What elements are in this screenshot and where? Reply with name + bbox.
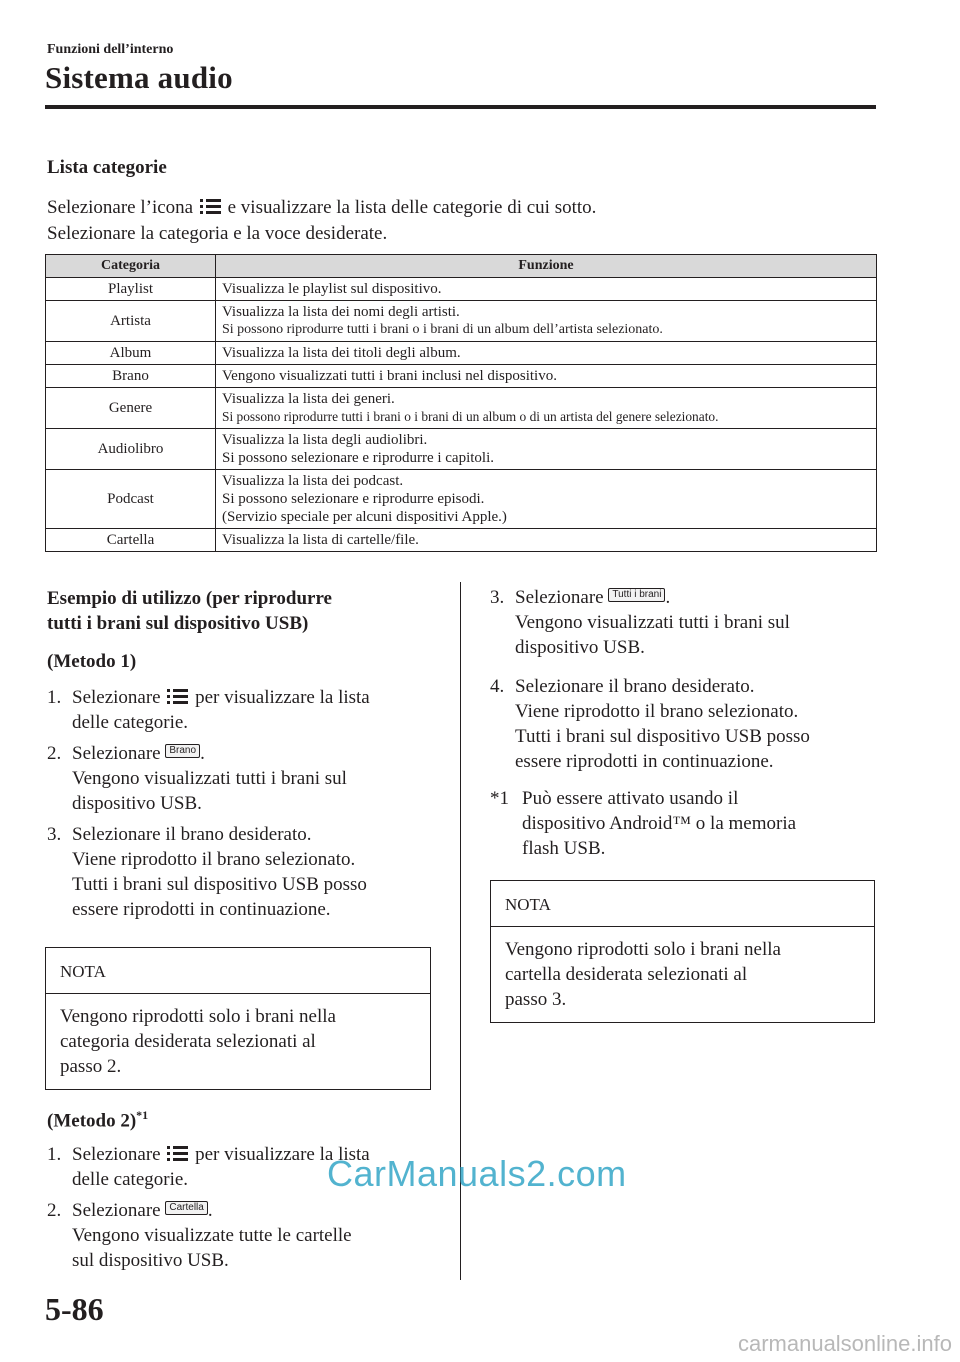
function-cell: Visualizza la lista dei generi. Si possono riprodurre tutti i brani o i brani di un album o di un artista del genere selezionato. [216,388,877,429]
function-cell: Vengono visualizzati tutti i brani inclusi nel dispositivo. [216,365,877,388]
method-2-step-1: 1. Selezionare per visualizzare la lista delle categorie. [47,1144,370,1191]
method-2-title: (Metodo 2)$^{*1}$ [47,1108,149,1132]
list-icon [167,688,188,705]
category-cell: Cartella [46,529,216,552]
category-cell: Album [46,342,216,365]
table-row [46,301,877,342]
header-rule [45,105,876,109]
category-table [45,254,877,552]
table-row [46,429,877,470]
category-cell: Playlist [46,278,216,301]
list-icon [167,1145,188,1162]
table-row [46,529,877,552]
tutti-i-brani-button: Tutti i brani [608,588,665,602]
section-label: Funzioni dell’interno [47,42,174,57]
category-cell: Genere [46,388,216,429]
cartella-button: Cartella [165,1201,207,1215]
watermark: CarManuals2.com [327,1153,627,1194]
function-cell: Visualizza la lista di cartelle/file. [216,529,877,552]
table-header-row [46,255,877,278]
right-column [490,585,880,861]
nota-box-1 [45,947,431,1090]
category-cell: Artista [46,301,216,342]
nota-heading: NOTA [46,948,430,994]
nota-box-2 [490,880,875,1023]
footer-watermark: carmanualsonline.info [737,1331,952,1356]
table-row [46,365,877,388]
function-cell: Visualizza la lista dei nomi degli artisti. Si possono riprodurre tutti i brani o i brani di un album dell’artista selezionato. [216,301,877,342]
method-2-step-2: 2. Selezionare Cartella . Vengono visualizzate tutte le cartelle sul dispositivo USB. [47,1200,352,1272]
list-icon [200,198,221,215]
function-cell: Visualizza la lista degli audiolibri. Si possono selezionare e riprodurre i capitoli. [216,429,877,470]
table-row [46,342,877,365]
intro-line-1: Selezionare l’icona e visualizzare la lista delle categorie di cui sotto. [47,197,597,218]
category-cell: Podcast [46,470,216,529]
method-1-step-3: 3. Selezionare il brano desiderato. Viene riprodotto il brano selezionato. Tutti i brani sul dispositivo USB posso essere riprodotti in continuazione. [47,824,367,920]
nota-body: Vengono riprodotti solo i brani nella cartella desiderata selezionati al passo 3. [505,939,781,1010]
header-categoria: Categoria [46,255,216,278]
nota-heading: NOTA [491,881,874,927]
page-title: Sistema audio [45,60,233,95]
intro-line-2: Selezionare la categoria e la voce desiderate. [47,223,388,244]
method-1-step-1: 1. Selezionare per visualizzare la lista delle categorie. [47,687,370,733]
example-title-line-2: tutti i brani sul dispositivo USB) [47,613,309,634]
method-1-step-2: 2. Selezionare Brano . Vengono visualizzati tutti i brani sul dispositivo USB. [47,743,347,814]
category-list-title: Lista categorie [47,157,167,178]
category-cell: Audiolibro [46,429,216,470]
method-2-step-3: 3. Selezionare Tutti i brani . Vengono visualizzati tutti i brani sul dispositivo USB. [490,587,790,658]
left-column [47,586,432,922]
nota-body: Vengono riprodotti solo i brani nella categoria desiderata selezionati al passo 2. [60,1006,336,1077]
function-cell: Visualizza la lista dei titoli degli album. [216,342,877,365]
brano-button: Brano [165,744,200,758]
table-row [46,388,877,429]
function-cell: Visualizza la lista dei podcast. Si possono selezionare e riprodurre episodi. (Servizio speciale per alcuni dispositivi Apple.) [216,470,877,529]
function-cell: Visualizza le playlist sul dispositivo. [216,278,877,301]
header-funzione: Funzione [216,255,877,278]
example-title-line-1: Esempio di utilizzo (per riprodurre [47,588,332,609]
method-2-step-4: 4. Selezionare il brano desiderato. Viene riprodotto il brano selezionato. Tutti i brani sul dispositivo USB posso essere riprodotti in continuazione. [490,676,810,772]
table-row [46,470,877,529]
table-row [46,278,877,301]
footnote: *1 Può essere attivato usando il dispositivo Android™ o la memoria flash USB. [490,788,797,859]
page-number: 5-86 [45,1291,104,1327]
method-1-title: (Metodo 1) [47,651,137,672]
category-cell: Brano [46,365,216,388]
